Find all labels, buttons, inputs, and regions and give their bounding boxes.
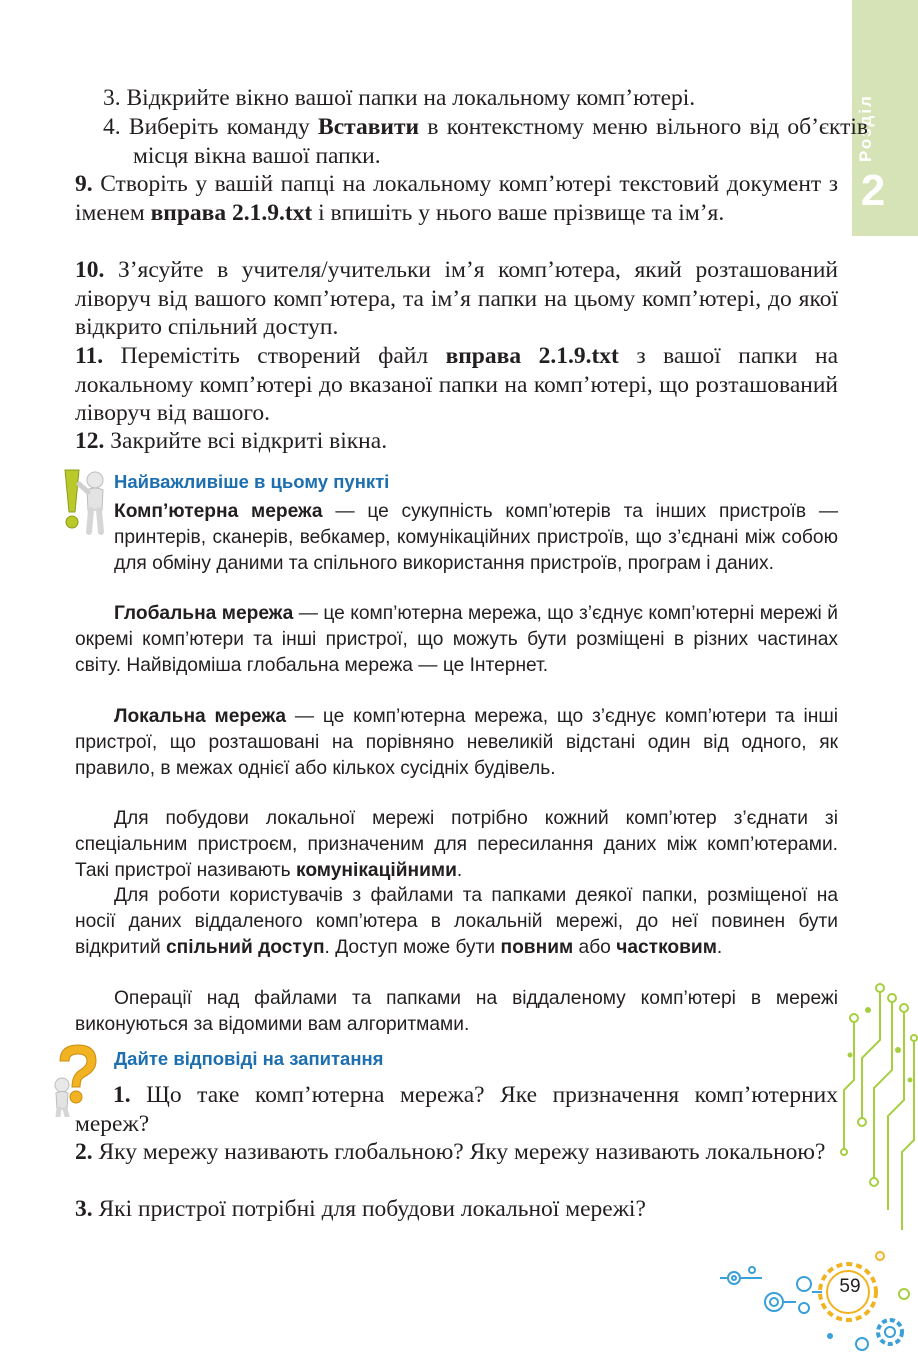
step-number: 4. (103, 114, 121, 140)
question-number: 2. (75, 1139, 93, 1165)
question-number: 1. (113, 1082, 131, 1108)
question-1 (75, 1081, 838, 1138)
section-word: Розділ (856, 94, 875, 162)
step-text: Відкрийте вікно вашої папки на локальному комп’ютері. (126, 85, 696, 111)
term-global-network: Глобальна мережа (114, 603, 294, 624)
step-text-pre: Виберіть команду (128, 114, 319, 140)
task-10 (75, 256, 838, 342)
step-4 (103, 113, 868, 170)
paragraph-text-pre: Для побудови локальної мережі потрібно кожний комп’ютер з’єднати зі спеціальним пристроєм, призначеним для пересилання даних між комп’ютерами. Такі пристрої називають (75, 808, 838, 881)
question-3 (75, 1195, 838, 1224)
term-communication: комунікаційними (295, 859, 457, 881)
step-text-post: в контекстному меню вільного від об’єктів місця вікна вашої папки. (133, 114, 868, 169)
circuit-decoration (840, 980, 918, 1240)
task-number: 9. (75, 171, 93, 197)
task-9 (75, 170, 838, 227)
term-full: повним (500, 936, 574, 958)
paragraph-text-pre: Для роботи користувачів з файлами та папками деякої папки, розміщеної на носії даних віддаленого комп’ютера в локальній мережі, до неї повинен бути відкритий (75, 885, 838, 958)
task-text-post: з вашої папки на локальному комп’ютері до вказаної папки на комп’ютері, що розташований ліворуч від вашого. (75, 343, 839, 427)
paragraph-text: Операції над файлами та папками на віддаленому комп’ютері в мережі виконуються за відомими вам алгоритмами. (75, 988, 838, 1035)
paragraph-text-post: . (716, 936, 723, 958)
step-number: 3. (103, 85, 121, 111)
task-text: Закрийте всі відкриті вікна. (110, 428, 388, 454)
task-text-pre: Створіть у вашій папці на локальному комп’ютері текстовий документ з іменем (75, 171, 839, 226)
paragraph-text-post: . (456, 859, 463, 881)
summary-paragraph-1 (75, 499, 838, 576)
question-number: 3. (75, 1196, 93, 1222)
summary-paragraph-4 (75, 806, 838, 883)
step-3 (103, 84, 838, 113)
term-shared-access: спільний доступ (166, 936, 325, 958)
page-number: 59 (839, 1276, 861, 1297)
term-computer-network: Комп’ютерна мережа (114, 501, 323, 522)
definition-text: — це комп’ютерна мережа, що з’єднує комп’ютерні мережі й окремі комп’ютери та інші пристрої, що можуть бути розміщені в різних частинах світу. Найвідоміша глобальна мережа — це Інтернет. (75, 603, 838, 676)
summary-paragraph-5 (75, 883, 838, 960)
definition-text: — це сукупність комп’ютерів та інших пристроїв — принтерів, сканерів, вебкамер, комунікаційних пристроїв, що з’єднані між собою для обміну даними та спільного використання пристроїв, програм і даних. (114, 501, 839, 574)
questions-heading: Дайте відповіді на запитання (114, 1048, 384, 1069)
task-text-pre: Перемістіть створений файл (120, 343, 446, 369)
gear-decoration (712, 1240, 918, 1360)
section-number: 2 (860, 166, 886, 215)
paragraph-text-mid2: або (573, 936, 617, 958)
term-partial: частковим (616, 936, 717, 958)
question-2 (75, 1138, 838, 1167)
paragraph-text-mid: . Доступ може бути (324, 936, 501, 958)
definition-text: — це комп’ютерна мережа, що з’єднує комп’ютери та інші пристрої, що розташовані на порівняно невеликій відстані один від одного, як правило, в межах однієї або кількох сусідніх будівель. (75, 706, 838, 779)
task-text-post: і впишіть у нього ваше прізвище та ім’я. (312, 199, 725, 226)
file-name: вправа 2.1.9.txt (445, 343, 619, 369)
summary-paragraph-6 (75, 986, 838, 1038)
task-12 (75, 427, 838, 456)
summary-heading: Найважливіше в цьому пункті (114, 471, 390, 492)
term-local-network: Локальна мережа (114, 706, 287, 727)
summary-paragraph-3 (75, 704, 838, 781)
question-text: Які пристрої потрібні для побудови локальної мережі? (98, 1196, 646, 1222)
task-text: З’ясуйте в учителя/учительки ім’я комп’ютера, який розташований ліворуч від вашого комп’ютера, та ім’я папки на цьому комп’ютері, до якої відкрито спільний доступ. (75, 257, 839, 341)
task-number: 12. (75, 428, 105, 454)
task-11 (75, 342, 838, 428)
file-name: вправа 2.1.9.txt (150, 199, 313, 226)
command-name: Вставити (318, 114, 420, 140)
question-text: Що таке комп’ютерна мережа? Яке призначення комп’ютерних мереж? (75, 1082, 838, 1137)
task-number: 10. (75, 257, 105, 283)
question-text: Яку мережу називають глобальною? Яку мережу називають локальною? (98, 1139, 826, 1165)
summary-paragraph-2 (75, 601, 838, 678)
task-number: 11. (75, 343, 104, 369)
